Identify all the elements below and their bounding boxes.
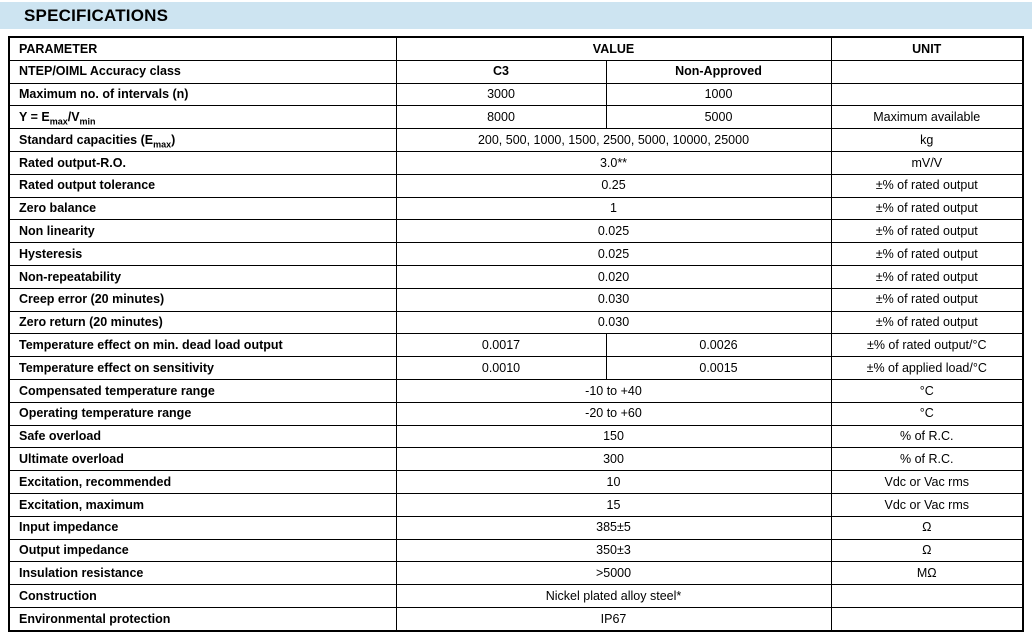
unit-cell	[831, 585, 1023, 608]
value-nonapproved-cell: 0.0026	[606, 334, 831, 357]
unit-cell: ±% of rated output	[831, 311, 1023, 334]
table-row	[9, 539, 1023, 562]
header-parameter: PARAMETER	[9, 37, 396, 60]
value-nonapproved-cell: 5000	[606, 106, 831, 129]
value-nonapproved-cell: 1000	[606, 83, 831, 106]
table-row	[9, 288, 1023, 311]
value-cell: 1	[396, 197, 831, 220]
unit-cell: ±% of applied load/°C	[831, 357, 1023, 380]
unit-cell: Ω	[831, 539, 1023, 562]
table-row	[9, 402, 1023, 425]
unit-cell: % of R.C.	[831, 425, 1023, 448]
unit-cell: °C	[831, 379, 1023, 402]
table-row	[9, 425, 1023, 448]
value-cell: 0.030	[396, 288, 831, 311]
parameter-cell: Excitation, maximum	[9, 493, 396, 516]
value-cell: 10	[396, 471, 831, 494]
unit-cell: ±% of rated output	[831, 197, 1023, 220]
table-header-row	[9, 37, 1023, 60]
parameter-cell: Safe overload	[9, 425, 396, 448]
value-cell: 15	[396, 493, 831, 516]
value-cell: 0.020	[396, 265, 831, 288]
unit-cell: Ω	[831, 516, 1023, 539]
unit-cell: Maximum available	[831, 106, 1023, 129]
parameter-cell: Operating temperature range	[9, 402, 396, 425]
parameter-cell: Environmental protection	[9, 607, 396, 630]
unit-cell: °C	[831, 402, 1023, 425]
table-row	[9, 448, 1023, 471]
parameter-cell: Compensated temperature range	[9, 379, 396, 402]
value-cell: 350±3	[396, 539, 831, 562]
section-title-band	[0, 2, 1032, 29]
value-cell: 0.25	[396, 174, 831, 197]
value-c3-cell: 0.0017	[396, 334, 606, 357]
table-row	[9, 197, 1023, 220]
unit-cell: ±% of rated output	[831, 243, 1023, 266]
table-row	[9, 334, 1023, 357]
parameter-cell: Rated output tolerance	[9, 174, 396, 197]
value-c3-cell: C3	[396, 60, 606, 83]
parameter-cell: Rated output-R.O.	[9, 151, 396, 174]
unit-cell: Vdc or Vac rms	[831, 471, 1023, 494]
value-cell: Nickel plated alloy steel*	[396, 585, 831, 608]
value-cell: >5000	[396, 562, 831, 585]
table-row	[9, 243, 1023, 266]
parameter-cell: Zero balance	[9, 197, 396, 220]
unit-cell: ±% of rated output	[831, 220, 1023, 243]
value-c3-cell: 0.0010	[396, 357, 606, 380]
parameter-cell: Input impedance	[9, 516, 396, 539]
parameter-cell: $Y = E_{max}/V_{min}$	[9, 106, 396, 129]
unit-cell: Vdc or Vac rms	[831, 493, 1023, 516]
unit-cell: MΩ	[831, 562, 1023, 585]
value-cell: 200, 500, 1000, 1500, 2500, 5000, 10000, 25000	[396, 129, 831, 152]
parameter-cell: Temperature effect on sensitivity	[9, 357, 396, 380]
table-row	[9, 379, 1023, 402]
table-row	[9, 265, 1023, 288]
value-cell: 0.025	[396, 220, 831, 243]
parameter-cell: Ultimate overload	[9, 448, 396, 471]
value-cell: -10 to +40	[396, 379, 831, 402]
parameter-cell: Creep error (20 minutes)	[9, 288, 396, 311]
parameter-cell: NTEP/OIML Accuracy class	[9, 60, 396, 83]
parameter-cell: Insulation resistance	[9, 562, 396, 585]
unit-cell	[831, 607, 1023, 630]
unit-cell	[831, 83, 1023, 106]
table-row	[9, 516, 1023, 539]
table-row	[9, 174, 1023, 197]
unit-cell: % of R.C.	[831, 448, 1023, 471]
table-row	[9, 60, 1023, 83]
table-row	[9, 607, 1023, 630]
value-cell: 385±5	[396, 516, 831, 539]
table-row	[9, 471, 1023, 494]
table-row	[9, 357, 1023, 380]
specifications-table	[8, 36, 1024, 632]
value-nonapproved-cell: Non-Approved	[606, 60, 831, 83]
unit-cell	[831, 60, 1023, 83]
parameter-cell: Temperature effect on min. dead load output	[9, 334, 396, 357]
unit-cell: kg	[831, 129, 1023, 152]
value-cell: IP67	[396, 607, 831, 630]
value-cell: -20 to +60	[396, 402, 831, 425]
header-value: VALUE	[396, 37, 831, 60]
header-unit: UNIT	[831, 37, 1023, 60]
parameter-cell: Construction	[9, 585, 396, 608]
table-row	[9, 562, 1023, 585]
table-row	[9, 129, 1023, 152]
unit-cell: ±% of rated output	[831, 288, 1023, 311]
table-row	[9, 585, 1023, 608]
value-c3-cell: 8000	[396, 106, 606, 129]
value-nonapproved-cell: 0.0015	[606, 357, 831, 380]
value-cell: 300	[396, 448, 831, 471]
parameter-cell: Maximum no. of intervals (n)	[9, 83, 396, 106]
parameter-cell: Output impedance	[9, 539, 396, 562]
table-row	[9, 311, 1023, 334]
unit-cell: ±% of rated output	[831, 265, 1023, 288]
unit-cell: mV/V	[831, 151, 1023, 174]
value-cell: 0.025	[396, 243, 831, 266]
table-row	[9, 83, 1023, 106]
unit-cell: ±% of rated output/°C	[831, 334, 1023, 357]
parameter-cell: Standard capacities $(E_{max})$	[9, 129, 396, 152]
parameter-cell: Non-repeatability	[9, 265, 396, 288]
table-row	[9, 106, 1023, 129]
unit-cell: ±% of rated output	[831, 174, 1023, 197]
table-row	[9, 220, 1023, 243]
value-c3-cell: 3000	[396, 83, 606, 106]
parameter-cell: Excitation, recommended	[9, 471, 396, 494]
parameter-cell: Non linearity	[9, 220, 396, 243]
value-cell: 150	[396, 425, 831, 448]
table-row	[9, 151, 1023, 174]
parameter-cell: Hysteresis	[9, 243, 396, 266]
section-title: SPECIFICATIONS	[24, 6, 169, 25]
value-cell: 3.0**	[396, 151, 831, 174]
value-cell: 0.030	[396, 311, 831, 334]
table-row	[9, 493, 1023, 516]
parameter-cell: Zero return (20 minutes)	[9, 311, 396, 334]
